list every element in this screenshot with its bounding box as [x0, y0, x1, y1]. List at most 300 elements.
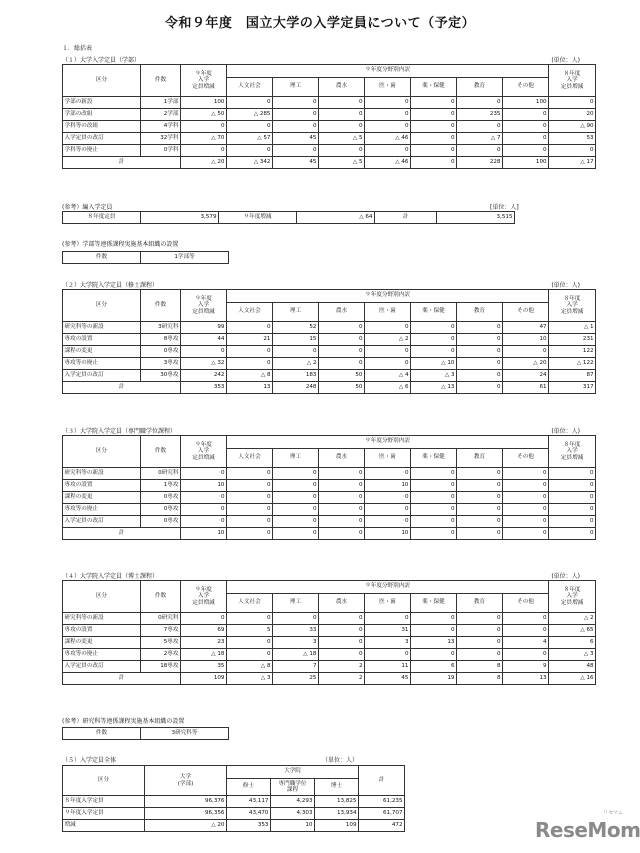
- cell: 0: [411, 346, 457, 358]
- cell: 0: [181, 145, 227, 157]
- header-cell: その他: [503, 594, 549, 613]
- cell: △ 18: [273, 649, 319, 661]
- cell: 23: [181, 637, 227, 649]
- cell: 0: [457, 370, 503, 382]
- cell: 0: [411, 157, 457, 169]
- header-text: 入学: [566, 302, 578, 309]
- header-text: ９年度: [195, 295, 212, 302]
- header-text: ９年度: [195, 70, 212, 77]
- t3-unit: (単位：人): [551, 428, 580, 435]
- cell: △ 5: [319, 133, 365, 145]
- cell: 13: [227, 382, 273, 394]
- cell: 0: [365, 121, 411, 133]
- header-cell: その他: [503, 449, 549, 468]
- cell: 0: [503, 504, 549, 516]
- cell: △ 122: [549, 358, 596, 370]
- row-label: 課程の変更: [63, 346, 141, 358]
- cell: 0: [319, 468, 365, 480]
- t5-unit: （単位：人）: [322, 757, 359, 764]
- cell: 13,934: [315, 808, 359, 820]
- cell: 3: [365, 637, 411, 649]
- cell: 61,235: [359, 796, 405, 808]
- row-label: 学科等の改組: [63, 121, 141, 133]
- t2-unit: (単位：人): [551, 282, 580, 289]
- cell: 0: [319, 492, 365, 504]
- cell: △ 8: [227, 370, 273, 382]
- table-row: [63, 121, 596, 133]
- row-label: ８年度入学定員: [63, 796, 145, 808]
- cell: 0: [503, 346, 549, 358]
- cell: 0: [503, 121, 549, 133]
- cell: 3: [273, 637, 319, 649]
- header-cell: 教育: [457, 303, 503, 322]
- cell: △ 18: [181, 649, 227, 661]
- cell: 0: [411, 649, 457, 661]
- header-text: 入学: [197, 302, 210, 309]
- header-text: 定員増減: [192, 83, 215, 90]
- cell: △ 3: [411, 370, 457, 382]
- cell: △ 342: [227, 157, 273, 169]
- cell: 0: [273, 528, 319, 540]
- cell: △ 3: [227, 673, 273, 685]
- header-cell: 薬・保健: [411, 449, 457, 468]
- cell: 0: [411, 492, 457, 504]
- t2-title: （２）大学院入学定員（修士課程）: [62, 282, 159, 289]
- row-label: 専攻等の廃止: [63, 649, 141, 661]
- header-text: 専門職学位: [278, 780, 307, 787]
- cell: 0: [549, 97, 596, 109]
- cell: 0: [319, 121, 365, 133]
- cell: 0: [227, 613, 273, 625]
- cell: 43,117: [227, 796, 271, 808]
- table-row: [63, 637, 596, 649]
- cell: △ 20: [181, 157, 227, 169]
- cell: 0: [365, 492, 411, 504]
- cell: 31: [365, 625, 411, 637]
- cell: △ 1: [549, 322, 596, 334]
- cell: 32学科: [141, 133, 181, 145]
- cell: 0: [457, 528, 503, 540]
- cell: 122: [549, 346, 596, 358]
- cell: 3専攻: [141, 358, 181, 370]
- cell: 0: [227, 649, 273, 661]
- cell: 0: [503, 480, 549, 492]
- cell: 0: [273, 492, 319, 504]
- header-text: 定員増減: [560, 599, 584, 606]
- header-text: 定員増減: [192, 308, 215, 315]
- cell: 15: [273, 334, 319, 346]
- cell: 1学部等: [141, 252, 229, 264]
- header-cell: その他: [503, 78, 549, 97]
- cell: 0: [411, 468, 457, 480]
- cell: 0: [457, 346, 503, 358]
- row-label: 計: [63, 673, 181, 685]
- table-row: [63, 820, 405, 832]
- cell: 19: [411, 673, 457, 685]
- t1-unit: (単位：人): [551, 57, 580, 64]
- header-cell: 医・歯: [365, 594, 411, 613]
- cell: 0: [273, 468, 319, 480]
- cell: 0: [411, 504, 457, 516]
- cell: 0: [319, 637, 365, 649]
- cell: 0研究科: [141, 468, 181, 480]
- header-cell: 薬・保健: [411, 594, 457, 613]
- cell: 48: [549, 661, 596, 673]
- cell: △ 2: [273, 358, 319, 370]
- header-cell: 教育: [457, 594, 503, 613]
- header-cell: 区分: [63, 290, 141, 322]
- cell: 2専攻: [141, 649, 181, 661]
- cell: 0: [457, 334, 503, 346]
- cell: 0: [457, 322, 503, 334]
- header-cell: 区分: [63, 436, 141, 468]
- header-cell: [181, 290, 227, 322]
- cell: 0: [503, 625, 549, 637]
- t5-title: （５）入学定員全体: [62, 757, 117, 764]
- cell: △ 64: [297, 212, 375, 224]
- ref-graduate-linkage-title: (参考）研究科等連係課程実施基本組織の設置: [62, 718, 185, 725]
- table-row: [63, 133, 596, 145]
- header-text: 定員増減: [560, 308, 584, 315]
- cell: 0: [181, 516, 227, 528]
- cell: 0: [549, 528, 596, 540]
- ref-faculty-linkage-title: (参考）学部等連係課程実施基本組織の設置: [62, 241, 179, 248]
- cell: 0: [273, 121, 319, 133]
- cell: 13,825: [315, 796, 359, 808]
- row-label: 学科等の廃止: [63, 145, 141, 157]
- cell: 0: [319, 145, 365, 157]
- cell: 0専攻: [141, 504, 181, 516]
- cell: 0: [273, 145, 319, 157]
- cell: 10: [181, 528, 227, 540]
- cell: △ 3: [549, 649, 596, 661]
- cell: △ 17: [549, 157, 596, 169]
- header-cell: 区分: [63, 581, 141, 613]
- header-cell: 理工: [273, 449, 319, 468]
- cell: 0: [457, 613, 503, 625]
- resemom-logo: ReseMom: [535, 818, 640, 842]
- cell: 0: [273, 109, 319, 121]
- cell: 43,470: [227, 808, 271, 820]
- cell: 0: [365, 516, 411, 528]
- cell: 件数: [63, 252, 141, 264]
- table-row: [63, 492, 596, 504]
- table-row: [63, 661, 596, 673]
- cell: 61: [503, 382, 549, 394]
- cell: 0: [181, 613, 227, 625]
- cell: 0: [181, 468, 227, 480]
- cell: 0: [319, 516, 365, 528]
- cell: 0: [227, 322, 273, 334]
- cell: 45: [365, 673, 411, 685]
- cell: 0: [457, 468, 503, 480]
- cell: 45: [273, 157, 319, 169]
- cell: 1専攻: [141, 480, 181, 492]
- header-cell: 農水: [319, 78, 365, 97]
- header-cell: 理工: [273, 78, 319, 97]
- table-row: [63, 516, 596, 528]
- row-label: 入学定員の改訂: [63, 133, 141, 145]
- cell: 0: [319, 358, 365, 370]
- cell: 242: [181, 370, 227, 382]
- row-label: 計: [63, 382, 181, 394]
- row-label: ９年度入学定員: [63, 808, 145, 820]
- cell: ９年度増減: [219, 212, 297, 224]
- cell: 228: [457, 157, 503, 169]
- header-text: 定員増減: [192, 454, 215, 461]
- cell: 0: [365, 346, 411, 358]
- header-cell: 薬・保健: [411, 303, 457, 322]
- t1-table: [62, 64, 596, 169]
- header-cell: 農水: [319, 303, 365, 322]
- cell: 0: [319, 334, 365, 346]
- cell: 4学科: [141, 121, 181, 133]
- header-cell: ９年度分野別内訳: [227, 290, 549, 303]
- row-label: 専攻の設置: [63, 625, 141, 637]
- header-cell: 理工: [273, 303, 319, 322]
- header-cell: ９年度分野別内訳: [227, 581, 549, 594]
- cell: 10: [365, 528, 411, 540]
- cell: 0: [319, 613, 365, 625]
- header-cell: [549, 436, 596, 468]
- cell: 0: [319, 625, 365, 637]
- cell: 44: [181, 334, 227, 346]
- cell: 0: [411, 625, 457, 637]
- header-cell: 区分: [63, 65, 141, 97]
- cell: 6: [411, 661, 457, 673]
- cell: 4,303: [271, 808, 315, 820]
- cell: △ 2: [549, 613, 596, 625]
- cell: △ 5: [319, 157, 365, 169]
- cell: 11: [365, 661, 411, 673]
- section-summary-heading: １．総括表: [62, 45, 93, 52]
- cell: 0: [503, 528, 549, 540]
- cell: 2学部: [141, 109, 181, 121]
- header-cell: 教育: [457, 449, 503, 468]
- header-cell: 件数: [141, 436, 181, 468]
- cell: 61,707: [359, 808, 405, 820]
- cell: 0: [457, 121, 503, 133]
- header-cell: 区分: [63, 766, 145, 796]
- cell: 0: [227, 637, 273, 649]
- row-label: 研究科等の新設: [63, 468, 141, 480]
- cell: 25: [273, 673, 319, 685]
- cell: 10: [271, 820, 315, 832]
- cell: 0: [411, 516, 457, 528]
- header-text: ８年度: [563, 70, 581, 77]
- cell: 35: [181, 661, 227, 673]
- cell: 2: [319, 661, 365, 673]
- cell: △ 20: [503, 358, 549, 370]
- table-row: [63, 346, 596, 358]
- cell: 0: [227, 145, 273, 157]
- header-cell: 人文社会: [227, 449, 273, 468]
- cell: △ 65: [549, 625, 596, 637]
- cell: 353: [227, 820, 271, 832]
- cell: 0: [319, 504, 365, 516]
- cell: 0: [319, 109, 365, 121]
- cell: 0: [549, 516, 596, 528]
- cell: 10: [503, 334, 549, 346]
- cell: 0: [411, 97, 457, 109]
- cell: 100: [503, 97, 549, 109]
- cell: 0: [549, 504, 596, 516]
- cell: 0専攻: [141, 492, 181, 504]
- row-label: 研究科等の新設: [63, 322, 141, 334]
- cell: 5: [227, 625, 273, 637]
- cell: 0: [457, 649, 503, 661]
- row-label: 課程の変更: [63, 637, 141, 649]
- row-label: 専攻等の廃止: [63, 504, 141, 516]
- t2-table: [62, 289, 596, 394]
- cell: 0: [411, 133, 457, 145]
- header-cell: 件数: [141, 290, 181, 322]
- ref-transfer-table: [62, 211, 515, 224]
- cell: △ 10: [411, 358, 457, 370]
- cell: 0: [549, 492, 596, 504]
- header-text: ８年度: [563, 586, 581, 593]
- cell: 3,579: [141, 212, 219, 224]
- header-cell: 計: [359, 766, 405, 796]
- cell: 0: [227, 468, 273, 480]
- header-text: 入学: [566, 448, 578, 455]
- cell: 10: [181, 480, 227, 492]
- row-label: 専攻の設置: [63, 480, 141, 492]
- header-cell: 博士: [315, 779, 359, 796]
- cell: 20: [549, 109, 596, 121]
- cell: 0: [365, 649, 411, 661]
- cell: 計: [375, 212, 437, 224]
- cell: △ 46: [365, 157, 411, 169]
- cell: 45: [273, 133, 319, 145]
- cell: 100: [503, 157, 549, 169]
- table-row: [63, 504, 596, 516]
- cell: 0: [273, 346, 319, 358]
- cell: 0: [319, 528, 365, 540]
- header-cell: 人文社会: [227, 594, 273, 613]
- cell: 0: [549, 145, 596, 157]
- cell: 0: [457, 382, 503, 394]
- cell: 0: [227, 346, 273, 358]
- header-cell: 人文社会: [227, 78, 273, 97]
- cell: 0: [503, 516, 549, 528]
- logo-subtext: リセマム: [603, 810, 623, 816]
- header-cell: 理工: [273, 594, 319, 613]
- cell: 30専攻: [141, 370, 181, 382]
- ref-transfer-unit: [単位：人]: [490, 204, 519, 211]
- cell: 0: [319, 649, 365, 661]
- header-cell: 農水: [319, 594, 365, 613]
- cell: 4,293: [271, 796, 315, 808]
- ref-faculty-linkage-table: [62, 251, 229, 264]
- table-row: [63, 625, 596, 637]
- cell: 0: [503, 613, 549, 625]
- cell: 0: [457, 492, 503, 504]
- header-text: 入学: [566, 593, 578, 600]
- header-cell: ９年度分野別内訳: [227, 65, 549, 78]
- cell: 472: [359, 820, 405, 832]
- row-label: 学部の新設: [63, 97, 141, 109]
- cell: 0専攻: [141, 346, 181, 358]
- header-cell: [271, 779, 315, 796]
- cell: 7専攻: [141, 625, 181, 637]
- cell: △ 90: [549, 121, 596, 133]
- header-text: ８年度: [563, 441, 581, 448]
- cell: 317: [549, 382, 596, 394]
- cell: 0: [411, 121, 457, 133]
- cell: 0: [181, 492, 227, 504]
- cell: 0学科: [141, 145, 181, 157]
- header-text: (学部): [177, 780, 194, 787]
- t3-title: （３）大学院入学定員（専門職学位課程）: [62, 428, 177, 435]
- header-cell: 農水: [319, 449, 365, 468]
- table-row: [63, 109, 596, 121]
- cell: 0: [181, 346, 227, 358]
- row-label: 学部の改組: [63, 109, 141, 121]
- cell: △ 32: [181, 358, 227, 370]
- row-label: 入学定員の改訂: [63, 661, 141, 673]
- cell: 100: [181, 97, 227, 109]
- cell: 0: [457, 625, 503, 637]
- cell: 0: [319, 322, 365, 334]
- cell: 3研究科等: [141, 728, 229, 740]
- cell: 109: [315, 820, 359, 832]
- cell: 0: [411, 334, 457, 346]
- cell: 96,376: [145, 796, 227, 808]
- cell: 0: [273, 97, 319, 109]
- cell: 0: [549, 480, 596, 492]
- cell: △ 20: [145, 820, 227, 832]
- table-row: [63, 649, 596, 661]
- cell: 235: [457, 109, 503, 121]
- cell: 5専攻: [141, 637, 181, 649]
- cell: 7: [273, 661, 319, 673]
- cell: 0: [549, 468, 596, 480]
- header-cell: 医・歯: [365, 449, 411, 468]
- cell: △ 46: [365, 133, 411, 145]
- cell: 6: [549, 637, 596, 649]
- header-cell: ９年度分野別内訳: [227, 436, 549, 449]
- cell: △ 70: [181, 133, 227, 145]
- table-row: [63, 613, 596, 625]
- cell: 0: [503, 145, 549, 157]
- header-cell: 件数: [141, 581, 181, 613]
- cell: △ 7: [457, 133, 503, 145]
- row-label: 入学定員の改訂: [63, 370, 141, 382]
- t1-title: （１）大学入学定員（学部）: [62, 57, 141, 64]
- cell: 8: [457, 661, 503, 673]
- cell: 0: [457, 516, 503, 528]
- cell: 0: [319, 480, 365, 492]
- cell: 33: [273, 625, 319, 637]
- cell: △ 285: [227, 109, 273, 121]
- cell: 0: [227, 516, 273, 528]
- t5-body: [63, 796, 405, 832]
- row-label: 専攻の設置: [63, 334, 141, 346]
- row-label: 計: [63, 157, 181, 169]
- cell: 53: [549, 133, 596, 145]
- header-text: 入学: [197, 593, 210, 600]
- cell: 件数: [63, 728, 141, 740]
- t4-title: （４）大学院入学定員（博士課程）: [62, 573, 159, 580]
- header-text: 定員増減: [560, 454, 584, 461]
- cell: △ 2: [365, 334, 411, 346]
- header-text: 入学: [197, 448, 210, 455]
- header-cell: [549, 581, 596, 613]
- page-title: 令和９年度 国立大学の入学定員について（予定）: [164, 16, 476, 31]
- header-cell: [145, 766, 227, 796]
- cell: 0: [273, 516, 319, 528]
